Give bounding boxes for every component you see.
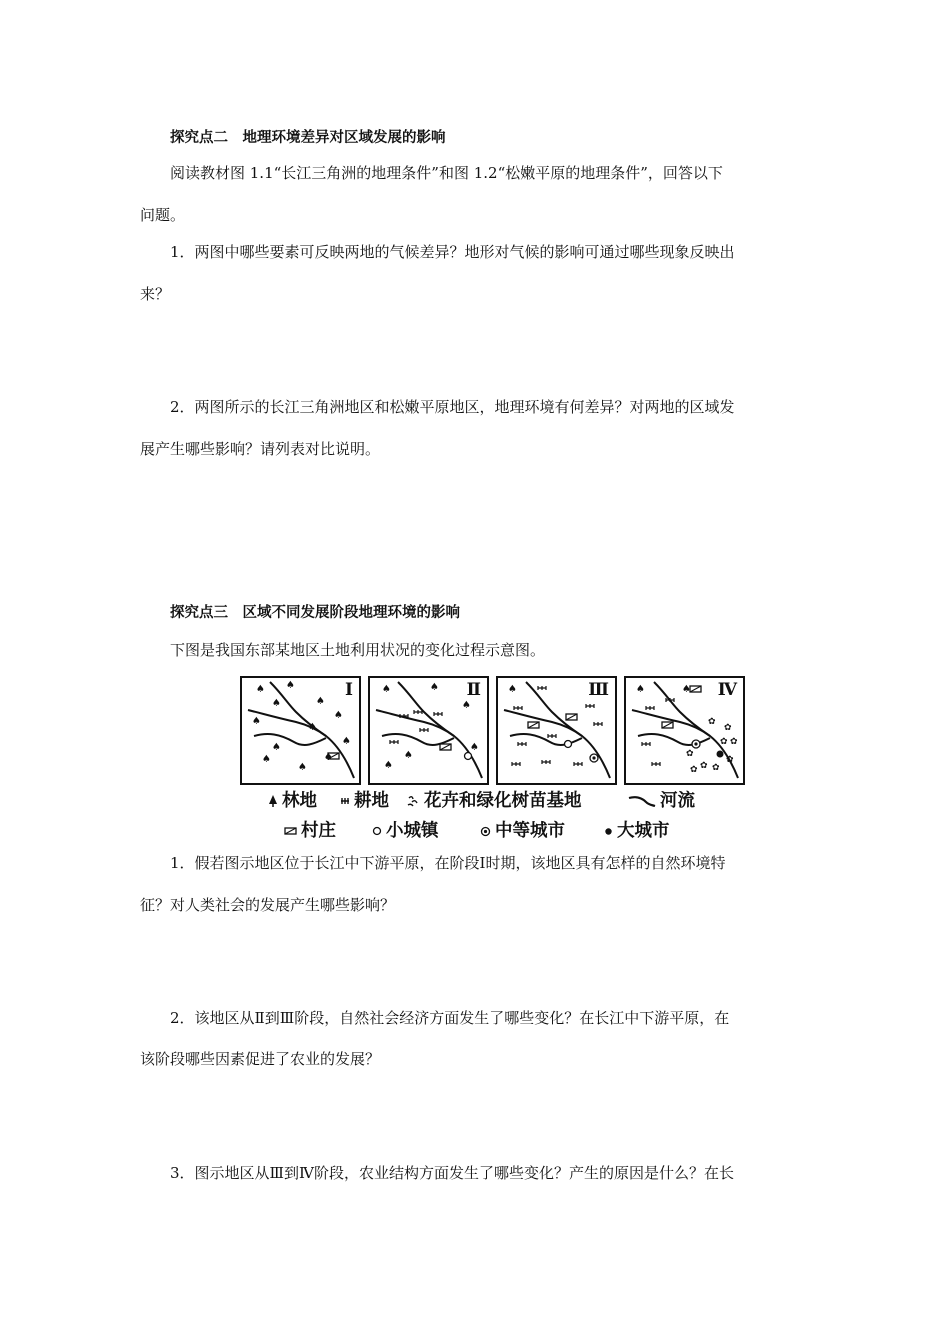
section2-intro-line1: 阅读教材图 1.1“长江三角洲的地理条件”和图 1.2“松嫩平原的地理条件”，回答以下 [170, 164, 723, 182]
svg-text:♠: ♠ [636, 684, 645, 695]
svg-text:♠: ♠ [682, 684, 691, 695]
medium-city-icon [480, 826, 491, 837]
legend-farmland-label: 耕地 [354, 791, 389, 811]
svg-text:♠: ♠ [470, 742, 479, 753]
stage-label-2: Ⅱ [466, 680, 481, 700]
section2-question1-line1: 1．两图中哪些要素可反映两地的气候差异？地形对气候的影响可通过哪些现象反映出 [170, 243, 735, 261]
section2-heading: 探究点二 地理环境差异对区域发展的影响 [170, 130, 446, 146]
legend-forest-label: 林地 [282, 791, 317, 811]
legend-river-label: 河流 [660, 791, 695, 811]
legend-small-town [372, 820, 439, 842]
svg-text:♠: ♠ [384, 760, 393, 771]
svg-text:♠: ♠ [342, 736, 351, 747]
stage-label-4: Ⅳ [717, 680, 737, 700]
section2-question2-line2: 展产生哪些影响？请列表对比说明。 [140, 440, 381, 458]
land-use-change-figure [240, 676, 748, 846]
farmland-icon [340, 795, 350, 807]
forest-icon [268, 794, 278, 808]
svg-text:♠: ♠ [404, 750, 413, 761]
svg-text:♠: ♠ [252, 716, 261, 727]
big-city-icon [604, 827, 613, 836]
stage-panel-4 [624, 676, 745, 785]
section2-question1-line2: 来？ [140, 285, 171, 303]
stage-label-1: Ⅰ [345, 680, 353, 700]
legend-nursery [406, 790, 582, 812]
stage-panel-1 [240, 676, 361, 785]
svg-text:✿: ✿ [712, 763, 720, 773]
river-icon [628, 794, 656, 808]
svg-text:✿: ✿ [686, 749, 694, 759]
svg-text:✿: ✿ [690, 765, 698, 775]
section2-question2-line1: 2．两图所示的长江三角洲地区和松嫩平原地区，地理环境有何差异？对两地的区域发 [170, 398, 735, 416]
svg-text:✿: ✿ [700, 761, 708, 771]
svg-text:♠: ♠ [272, 698, 281, 709]
section2-intro-line2: 问题。 [140, 206, 186, 224]
legend-big-city [604, 820, 670, 842]
stage-panel-3 [496, 676, 617, 785]
legend-medium-city [480, 820, 565, 842]
svg-text:♠: ♠ [324, 752, 333, 763]
svg-text:♠: ♠ [430, 682, 439, 693]
svg-text:♠: ♠ [508, 684, 517, 695]
svg-text:♠: ♠ [298, 762, 307, 773]
svg-text:♠: ♠ [262, 754, 271, 765]
svg-text:✿: ✿ [730, 737, 738, 747]
svg-text:✿: ✿ [726, 755, 734, 765]
section3-question1-line1: 1．假若图示地区位于长江中下游平原，在阶段Ⅰ时期，该地区具有怎样的自然环境特 [170, 854, 726, 872]
legend-big-city-label: 大城市 [617, 821, 670, 841]
svg-text:♠: ♠ [382, 684, 391, 695]
svg-text:✿: ✿ [720, 737, 728, 747]
legend-nursery-label: 花卉和绿化树苗基地 [424, 791, 582, 811]
legend-village-label: 村庄 [301, 821, 336, 841]
stage-panel-2 [368, 676, 489, 785]
section3-intro: 下图是我国东部某地区土地利用状况的变化过程示意图。 [170, 641, 546, 659]
svg-text:♠: ♠ [256, 684, 265, 695]
svg-text:✿: ✿ [724, 723, 732, 733]
village-icon [284, 826, 297, 836]
section3-question3-line1: 3．图示地区从Ⅲ到Ⅳ阶段，农业结构方面发生了哪些变化？产生的原因是什么？在长 [170, 1164, 734, 1182]
svg-text:✿: ✿ [708, 717, 716, 727]
legend-farmland [340, 790, 389, 812]
flower-nursery-icon [406, 794, 420, 808]
legend-row-2 [240, 820, 748, 844]
legend-small-town-label: 小城镇 [386, 821, 439, 841]
section3-question2-line1: 2．该地区从Ⅱ到Ⅲ阶段，自然社会经济方面发生了哪些变化？在长江中下游平原，在 [170, 1009, 730, 1027]
svg-text:♠: ♠ [308, 722, 317, 733]
legend-village [284, 820, 336, 842]
stage-map-1 [242, 678, 359, 783]
section3-heading: 探究点三 区域不同发展阶段地理环境的影响 [170, 605, 460, 621]
legend-medium-city-label: 中等城市 [495, 821, 565, 841]
svg-text:♠: ♠ [286, 680, 295, 691]
svg-text:♠: ♠ [334, 710, 343, 721]
section3-question2-line2: 该阶段哪些因素促进了农业的发展？ [140, 1050, 381, 1068]
svg-text:♠: ♠ [272, 742, 281, 753]
legend-river [628, 790, 695, 812]
legend-forest [268, 790, 317, 812]
stage-label-3: Ⅲ [588, 680, 609, 700]
small-town-icon [372, 826, 382, 836]
svg-text:♠: ♠ [462, 700, 471, 711]
section3-question1-line2: 征？对人类社会的发展产生哪些影响？ [140, 896, 396, 914]
svg-text:♠: ♠ [316, 696, 325, 707]
legend-row-1 [240, 790, 748, 814]
